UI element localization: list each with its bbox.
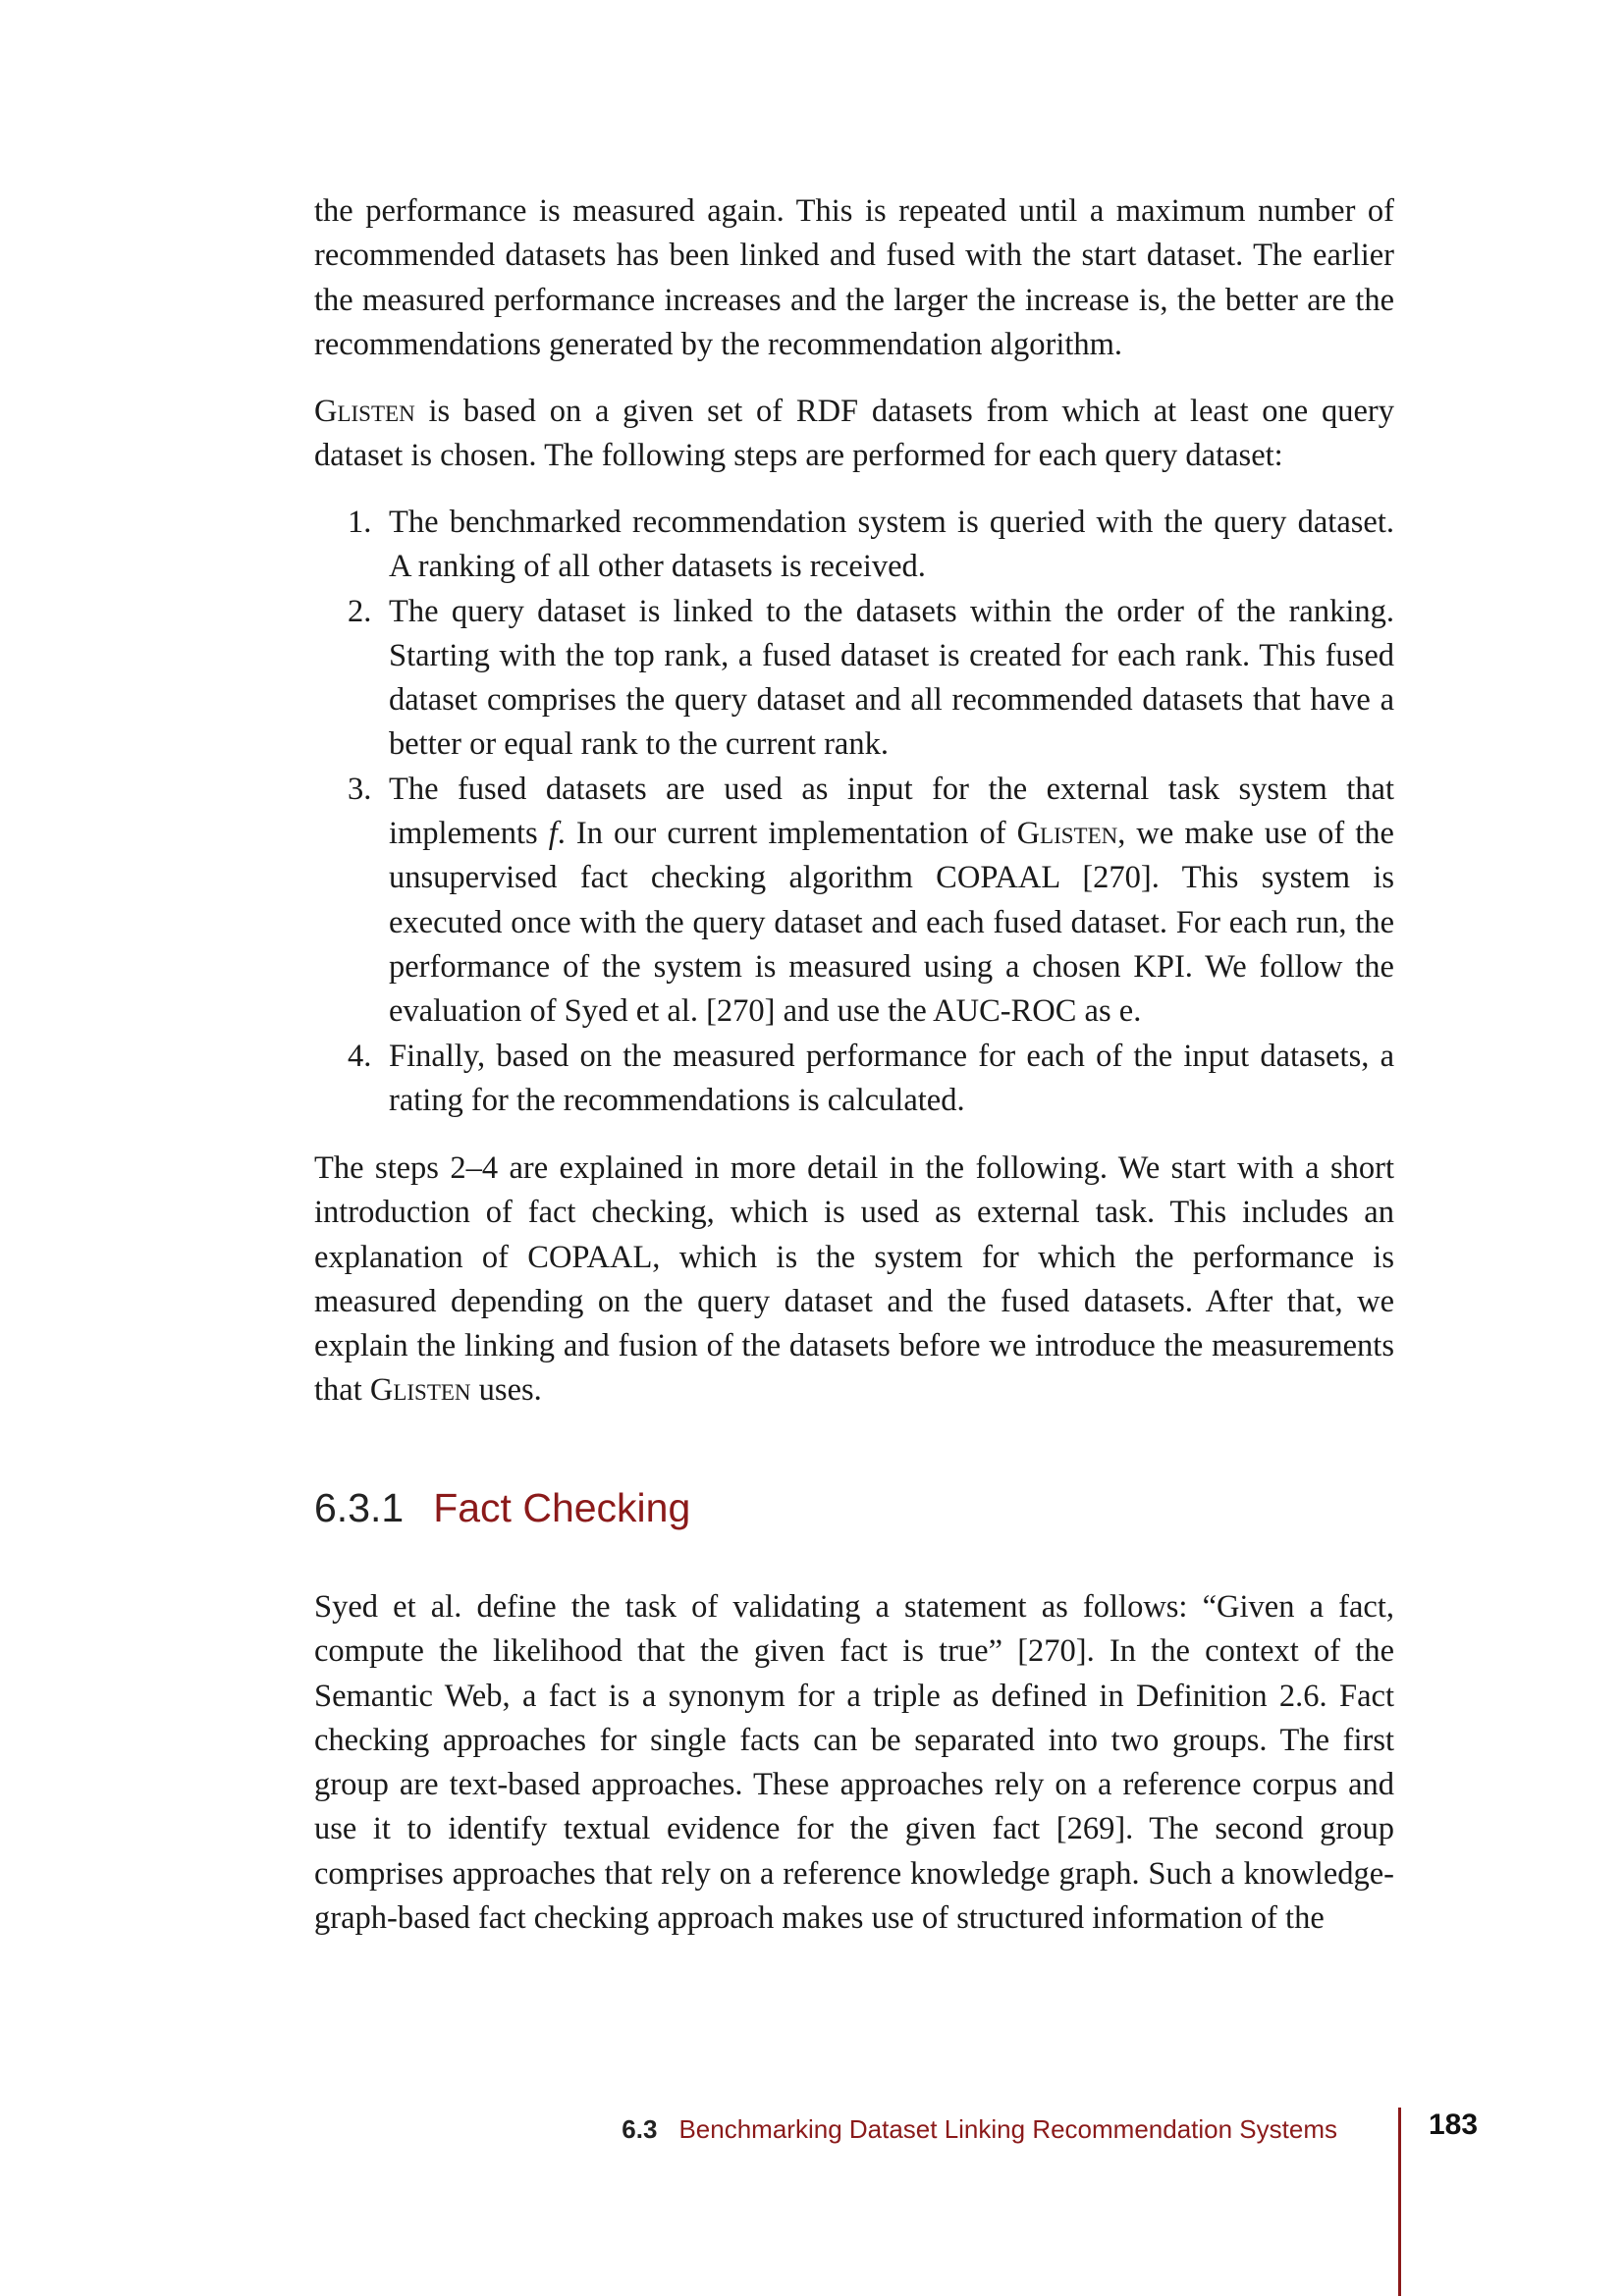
glisten-name: Glisten — [369, 1372, 471, 1409]
paragraph-glisten-description-text — [314, 390, 1394, 479]
list-item-text-b: . In our current implementation of — [557, 816, 1017, 852]
paragraph-steps-overview-main: The steps 2–4 are explained in more detail in the following. We start with a short introduction of fact checking, which is used as external task. This includes an explanation of COPAAL, which is the system for which the performance is measured depending on the query dataset and the fused datasets. After that, we explain the linking and fusion of the datasets before we introduce the measurements that — [314, 1150, 1394, 1409]
footer-section-number: 6.3 — [622, 2114, 658, 2144]
list-item — [314, 1035, 1394, 1124]
paragraph-fact-checking — [314, 1585, 1394, 1941]
running-footer — [622, 2113, 1337, 2145]
list-item-number: 1. — [348, 505, 372, 540]
glisten-name: Glisten — [1016, 816, 1118, 852]
list-item — [314, 590, 1394, 768]
list-item-text-c: , we make use of the unsupervised fact checking algorithm COPAAL [270]. This system is executed once with the query dataset and each fused dataset. For each run, the performance of the system is measured using a chosen KPI. We follow the evaluation of Syed et al. [270] and use the AUC-ROC as — [389, 816, 1394, 1030]
list-item-text-a: The fused datasets are used as input for the external task system that implements — [389, 771, 1394, 852]
paragraph-steps-overview-text — [314, 1147, 1394, 1414]
footer-section-title: Benchmarking Dataset Linking Recommendation Systems — [678, 2114, 1337, 2144]
footer-divider — [1398, 2108, 1401, 2296]
steps-list — [314, 501, 1394, 1123]
list-item — [314, 768, 1394, 1035]
section-heading — [314, 1482, 690, 1533]
list-item — [314, 501, 1394, 590]
list-item-text-d: . — [1133, 993, 1142, 1030]
page-footer — [0, 2108, 1624, 2296]
list-item-text: The benchmarked recommendation system is queried with the query dataset. A ranking of all other datasets is received. — [389, 505, 1394, 585]
math-symbol-e: e — [1118, 993, 1134, 1030]
paragraph-glisten-description — [314, 390, 1394, 479]
list-item-text: Finally, based on the measured performance for each of the input datasets, a rating for the recommendations is calculated. — [389, 1038, 1394, 1118]
paragraph-steps-overview-end: uses. — [470, 1372, 542, 1409]
math-symbol-f: f — [548, 816, 558, 852]
paragraph-steps-overview — [314, 1147, 1394, 1414]
section-title: Fact Checking — [433, 1485, 691, 1530]
paragraph-fact-checking-text: Syed et al. define the task of validating a statement as follows: “Given a fact, compute the likelihood that the given fact is true” [270]. In the context of the Semantic Web, a fact is a synonym for a triple as defined in Definition 2.6. Fact checking approaches for single facts can be separated into two groups. The first group are text-based approaches. These approaches rely on a reference corpus and use it to identify textual evidence for the given fact [269]. The second group comprises approaches that rely on a reference knowledge graph. Such a knowledge-graph-based fact checking approach makes use of structured information of the — [314, 1589, 1394, 1937]
list-item-text: The query dataset is linked to the datasets within the order of the ranking. Starting with the top rank, a fused dataset is created for each rank. This fused dataset comprises the query dataset and all recommended datasets that have a better or equal rank to the current rank. — [389, 593, 1394, 763]
paragraph-glisten-description-rest: is based on a given set of RDF datasets from which at least one query dataset is chosen. The following steps are performed for each query dataset: — [314, 394, 1394, 474]
section-number: 6.3.1 — [314, 1485, 405, 1530]
list-item-number: 3. — [348, 771, 372, 807]
list-item-number: 4. — [348, 1038, 372, 1074]
list-item-number: 2. — [348, 593, 372, 629]
paragraph-intro-text: the performance is measured again. This is repeated until a maximum number of recommended datasets has been linked and fused with the start dataset. The earlier the measured performance increases and the larger the increase is, the better are the recommendations generated by the recommendation algorithm. — [314, 193, 1394, 362]
page-number: 183 — [1429, 2109, 1479, 2141]
glisten-name: Glisten — [314, 394, 415, 429]
paragraph-intro — [314, 189, 1394, 367]
